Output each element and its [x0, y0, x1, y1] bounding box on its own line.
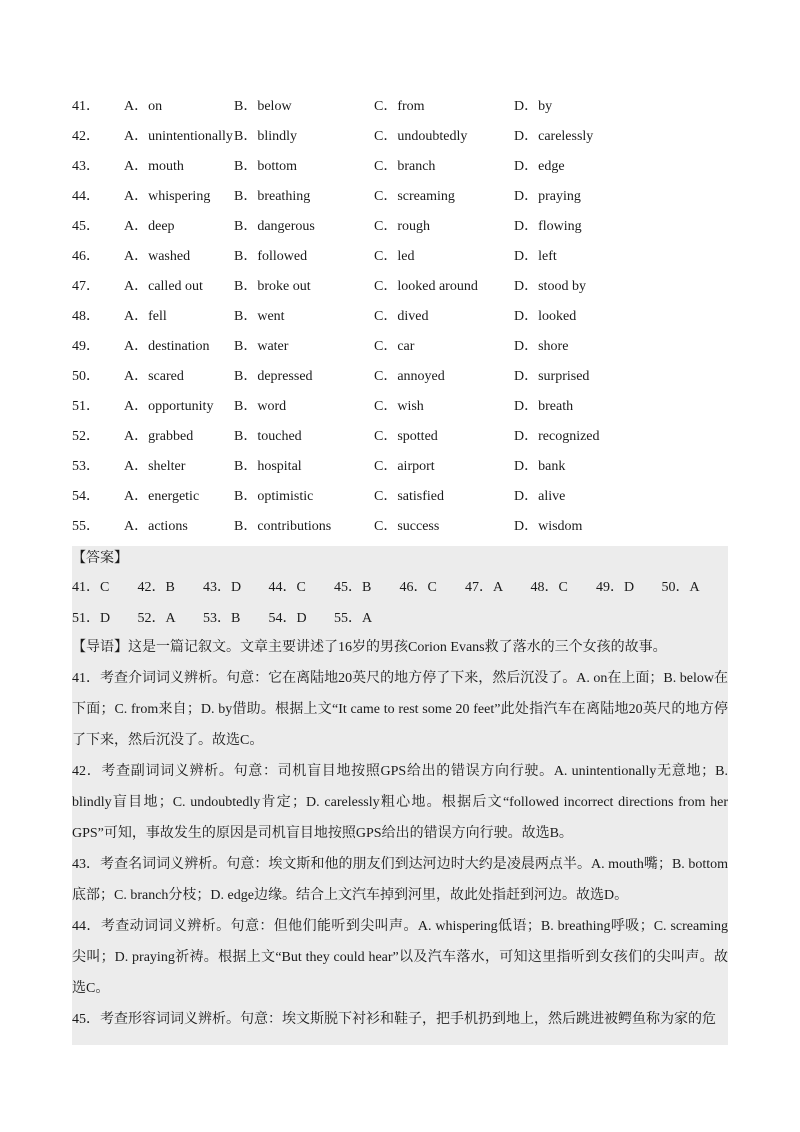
question-number: 41． [72, 99, 100, 114]
option-a: A．fell [124, 309, 167, 324]
option-d: D．flowing [514, 219, 582, 234]
answer-item: 42．B [137, 580, 175, 595]
answer-block [72, 546, 728, 644]
question-number: 45． [72, 219, 100, 234]
option-d: D．carelessly [514, 129, 594, 144]
question-number: 49． [72, 339, 100, 354]
answer-label: 【答案】 [72, 551, 128, 566]
option-b: B．blindly [234, 129, 298, 144]
answer-item: 47．A [465, 580, 504, 595]
question-number: 52． [72, 429, 100, 444]
answer-item: 52．A [137, 611, 176, 626]
question-number: 42． [72, 129, 100, 144]
option-c: C．annoyed [374, 369, 445, 384]
question-row [72, 422, 732, 452]
question-row [72, 512, 732, 542]
option-b: B．broke out [234, 279, 311, 294]
question-number: 53． [72, 459, 100, 474]
option-a: A．on [124, 99, 163, 114]
option-b: B．optimistic [234, 489, 314, 504]
option-c: C．wish [374, 399, 424, 414]
answer-item: 53．B [203, 611, 241, 626]
option-d: D．left [514, 249, 557, 264]
question-row [72, 332, 732, 362]
analysis-q45: 45．考查形容词词义辨析。句意：埃文斯脱下衬衫和鞋子，把手机扔到地上，然后跳进被鳄鱼称为家的危 [72, 1012, 716, 1027]
option-d: D．breath [514, 399, 574, 414]
question-row [72, 392, 732, 422]
question-row [72, 452, 732, 482]
option-b: B．hospital [234, 459, 302, 474]
question-row [72, 122, 732, 152]
option-a: A．shelter [124, 459, 186, 474]
option-d: D．stood by [514, 279, 586, 294]
question-number: 54． [72, 489, 100, 504]
option-d: D．praying [514, 189, 581, 204]
option-a: A．mouth [124, 159, 184, 174]
option-c: C．airport [374, 459, 435, 474]
question-row [72, 152, 732, 182]
analysis-intro: 【导语】这是一篇记叙文。文章主要讲述了16岁的男孩Corion Evans救了落水的三个女孩的故事。 [72, 640, 667, 655]
question-row [72, 482, 732, 512]
option-a: A．deep [124, 219, 175, 234]
question-row [72, 212, 732, 242]
answer-item: 50．A [661, 580, 700, 595]
question-number: 48． [72, 309, 100, 324]
question-row [72, 92, 732, 122]
option-a: A．destination [124, 339, 210, 354]
option-a: A．called out [124, 279, 203, 294]
question-row [72, 302, 732, 332]
option-a: A．unintentionally [124, 129, 233, 144]
option-c: C．screaming [374, 189, 455, 204]
option-c: C．satisfied [374, 489, 444, 504]
question-number: 46． [72, 249, 100, 264]
option-d: D．edge [514, 159, 565, 174]
option-c: C．dived [374, 309, 429, 324]
option-b: B．depressed [234, 369, 313, 384]
answer-row-2 [72, 603, 728, 634]
option-b: B．dangerous [234, 219, 315, 234]
option-d: D．alive [514, 489, 566, 504]
answer-item: 48．C [530, 580, 568, 595]
answer-item: 45．B [334, 580, 372, 595]
option-a: A．whispering [124, 189, 211, 204]
option-d: D．recognized [514, 429, 600, 444]
option-a: A．energetic [124, 489, 200, 504]
answer-item: 55．A [334, 611, 373, 626]
option-b: B．touched [234, 429, 302, 444]
analysis-q44: 44．考查动词词义辨析。句意：但他们能听到尖叫声。A. whispering低语；B. breathing呼吸；C. screaming尖叫；D. praying祈祷。根据上文“But they could hear”以及汽车落水，可知这里指听到女孩们的尖叫声。故选C。 [72, 919, 728, 996]
option-b: B．went [234, 309, 285, 324]
option-b: B．bottom [234, 159, 298, 174]
question-row [72, 242, 732, 272]
option-c: C．branch [374, 159, 436, 174]
option-d: D．wisdom [514, 519, 583, 534]
options-table [72, 92, 732, 542]
answer-item: 54．D [268, 611, 307, 626]
answer-item: 43．D [203, 580, 242, 595]
option-b: B．below [234, 99, 292, 114]
answer-item: 46．C [399, 580, 437, 595]
question-row [72, 272, 732, 302]
question-row [72, 362, 732, 392]
analysis-q43: 43．考查名词词义辨析。句意：埃文斯和他的朋友们到达河边时大约是凌晨两点半。A. mouth嘴；B. bottom底部；C. branch分枝；D. edge边缘。结合上文汽车掉到河里，故此处指赶到河边。故选D。 [72, 857, 728, 903]
option-d: D．looked [514, 309, 577, 324]
option-d: D．shore [514, 339, 569, 354]
option-c: C．car [374, 339, 415, 354]
option-b: B．word [234, 399, 287, 414]
answer-item: 49．D [596, 580, 635, 595]
option-a: A．opportunity [124, 399, 214, 414]
question-row [72, 182, 732, 212]
option-c: C．spotted [374, 429, 438, 444]
option-c: C．led [374, 249, 415, 264]
option-b: B．water [234, 339, 289, 354]
option-b: B．followed [234, 249, 308, 264]
option-c: C．from [374, 99, 425, 114]
option-c: C．success [374, 519, 440, 534]
question-number: 55． [72, 519, 100, 534]
question-number: 50． [72, 369, 100, 384]
option-a: A．washed [124, 249, 191, 264]
option-d: D．bank [514, 459, 566, 474]
question-number: 51． [72, 399, 100, 414]
answer-item: 41．C [72, 580, 110, 595]
answer-item: 51．D [72, 611, 111, 626]
option-c: C．looked around [374, 279, 478, 294]
option-a: A．scared [124, 369, 184, 384]
option-b: B．contributions [234, 519, 332, 534]
option-c: C．rough [374, 219, 430, 234]
option-a: A．grabbed [124, 429, 194, 444]
answer-row-1 [72, 572, 728, 603]
analysis-section [72, 632, 728, 1045]
option-b: B．breathing [234, 189, 311, 204]
question-number: 44． [72, 189, 100, 204]
option-d: D．by [514, 99, 553, 114]
analysis-q41: 41．考查介词词义辨析。句意：它在离陆地20英尺的地方停了下来，然后沉没了。A. on在上面；B. below在下面；C. from来自；D. by借助。根据上文“It came to rest some 20 feet”此处指汽车在离陆地20英尺的地方停了下来，然后沉没了。故选C。 [72, 671, 728, 748]
analysis-q42: 42．考查副词词义辨析。句意：司机盲目地按照GPS给出的错误方向行驶。A. unintentionally无意地；B. blindly盲目地；C. undoubtedly肯定；D. carelessly粗心地。根据后文“followed incorrect directions from her GPS”可知，事故发生的原因是司机盲目地按照GPS给出的错误方向行驶。故选B。 [72, 764, 728, 841]
option-a: A．actions [124, 519, 188, 534]
option-d: D．surprised [514, 369, 590, 384]
question-number: 43． [72, 159, 100, 174]
question-number: 47． [72, 279, 100, 294]
option-c: C．undoubtedly [374, 129, 468, 144]
answer-item: 44．C [268, 580, 306, 595]
